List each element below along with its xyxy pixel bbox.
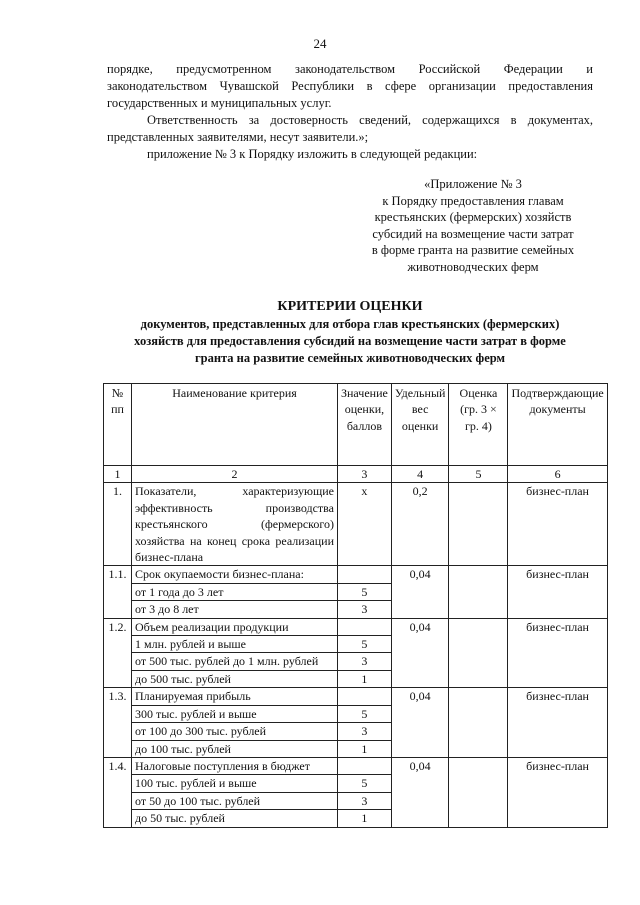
- option-score: 3: [338, 653, 392, 670]
- criterion-name: Срок окупаемости бизнес-плана:: [132, 566, 338, 583]
- criterion-name: Объем реализации продукции: [132, 618, 338, 635]
- criterion-docs: бизнес-план: [508, 757, 607, 827]
- criterion-evaluation: [449, 757, 508, 827]
- criteria-title: КРИТЕРИИ ОЦЕНКИ: [277, 299, 423, 314]
- option-label: от 1 года до 3 лет: [132, 583, 338, 600]
- option-score: 1: [338, 810, 392, 827]
- criteria-title-block: [100, 298, 600, 367]
- page-number: 24: [313, 36, 327, 51]
- option-score: 1: [338, 740, 392, 757]
- table-row: [104, 566, 608, 583]
- option-label: от 100 до 300 тыс. рублей: [132, 723, 338, 740]
- criterion-weight: 0,04: [391, 688, 449, 758]
- appendix-header: [350, 176, 596, 276]
- option-score: 1: [338, 670, 392, 687]
- criterion-weight: 0,04: [391, 618, 449, 688]
- option-label: до 500 тыс. рублей: [132, 670, 338, 687]
- table-header-row: [104, 384, 608, 466]
- criteria-table: [103, 383, 608, 828]
- option-score: 3: [338, 723, 392, 740]
- column-number: 5: [449, 466, 508, 483]
- header-name: Наименование критерия: [132, 384, 338, 466]
- criterion-score: х: [338, 483, 392, 566]
- table-row: [104, 757, 608, 774]
- row-num: 1.: [104, 483, 132, 566]
- header-score: Значение оценки, баллов: [338, 384, 392, 466]
- paragraph-appendix-intro: приложение № 3 к Порядку изложить в следующей редакции:: [147, 147, 478, 161]
- appendix-line: крестьянских (фермерских) хозяйств: [374, 210, 572, 225]
- row-num: 1.2.: [104, 618, 132, 688]
- column-number: 3: [338, 466, 392, 483]
- criteria-subtitle-line: хозяйств для предоставления субсидий на возмещение части затрат в форме: [134, 334, 566, 348]
- table-row: [104, 483, 608, 566]
- criterion-weight: 0,2: [391, 483, 449, 566]
- criterion-docs: бизнес-план: [508, 483, 607, 566]
- appendix-line: субсидий на возмещение части затрат: [372, 226, 574, 241]
- option-label: 100 тыс. рублей и выше: [132, 775, 338, 792]
- criterion-score: [338, 566, 392, 583]
- appendix-line: к Порядку предоставления главам: [382, 193, 564, 208]
- criteria-subtitle-line: документов, представленных для отбора глав крестьянских (фермерских): [140, 317, 560, 331]
- criterion-evaluation: [449, 566, 508, 618]
- paragraph-procedure: порядке, предусмотренном законодательством Российской Федерации и законодательством Чувашской Республики в сфере организации предоставления государственных и муниципальных услуг.: [107, 62, 593, 110]
- column-number: 6: [508, 466, 607, 483]
- appendix-line: животноводческих ферм: [407, 259, 539, 274]
- criterion-score: [338, 757, 392, 774]
- option-score: 5: [338, 705, 392, 722]
- criterion-score: [338, 618, 392, 635]
- option-score: 3: [338, 792, 392, 809]
- criterion-docs: бизнес-план: [508, 618, 607, 688]
- column-number: 4: [391, 466, 449, 483]
- criterion-name: Налоговые поступления в бюджет: [132, 757, 338, 774]
- column-number-row: [104, 466, 608, 483]
- criterion-evaluation: [449, 483, 508, 566]
- paragraph-responsibility: Ответственность за достоверность сведений, содержащихся в документах, представленных заявителями, несут заявители.»;: [107, 113, 593, 144]
- criterion-weight: 0,04: [391, 566, 449, 618]
- criterion-name: Планируемая прибыль: [132, 688, 338, 705]
- criterion-evaluation: [449, 688, 508, 758]
- table-row: [104, 688, 608, 705]
- column-number: 1: [104, 466, 132, 483]
- option-label: до 100 тыс. рублей: [132, 740, 338, 757]
- header-num: № пп: [104, 384, 132, 466]
- criterion-name: Показатели, характеризующие эффективность производства крестьянского (фермерского) хозяйства на конец срока реализации бизнес-плана: [132, 483, 338, 566]
- header-docs: Подтверждающие документы: [508, 384, 607, 466]
- criterion-docs: бизнес-план: [508, 566, 607, 618]
- option-label: 300 тыс. рублей и выше: [132, 705, 338, 722]
- option-score: 5: [338, 583, 392, 600]
- criterion-docs: бизнес-план: [508, 688, 607, 758]
- row-num: 1.3.: [104, 688, 132, 758]
- appendix-line: в форме гранта на развитие семейных: [371, 243, 575, 258]
- option-label: от 50 до 100 тыс. рублей: [132, 792, 338, 809]
- option-score: 3: [338, 601, 392, 618]
- header-evaluation: Оценка (гр. 3 × гр. 4): [449, 384, 508, 466]
- column-number: 2: [132, 466, 338, 483]
- option-label: 1 млн. рублей и выше: [132, 636, 338, 653]
- criterion-evaluation: [449, 618, 508, 688]
- row-num: 1.4.: [104, 757, 132, 827]
- criteria-subtitle-line: гранта на развитие семейных животноводческих ферм: [194, 351, 506, 365]
- option-score: 5: [338, 775, 392, 792]
- appendix-line: «Приложение № 3: [424, 177, 522, 191]
- table-row: [104, 618, 608, 635]
- header-weight: Удельный вес оценки: [391, 384, 449, 466]
- option-label: от 3 до 8 лет: [132, 601, 338, 618]
- criterion-score: [338, 688, 392, 705]
- criterion-weight: 0,04: [391, 757, 449, 827]
- option-label: от 500 тыс. рублей до 1 млн. рублей: [132, 653, 338, 670]
- option-score: 5: [338, 636, 392, 653]
- row-num: 1.1.: [104, 566, 132, 618]
- option-label: до 50 тыс. рублей: [132, 810, 338, 827]
